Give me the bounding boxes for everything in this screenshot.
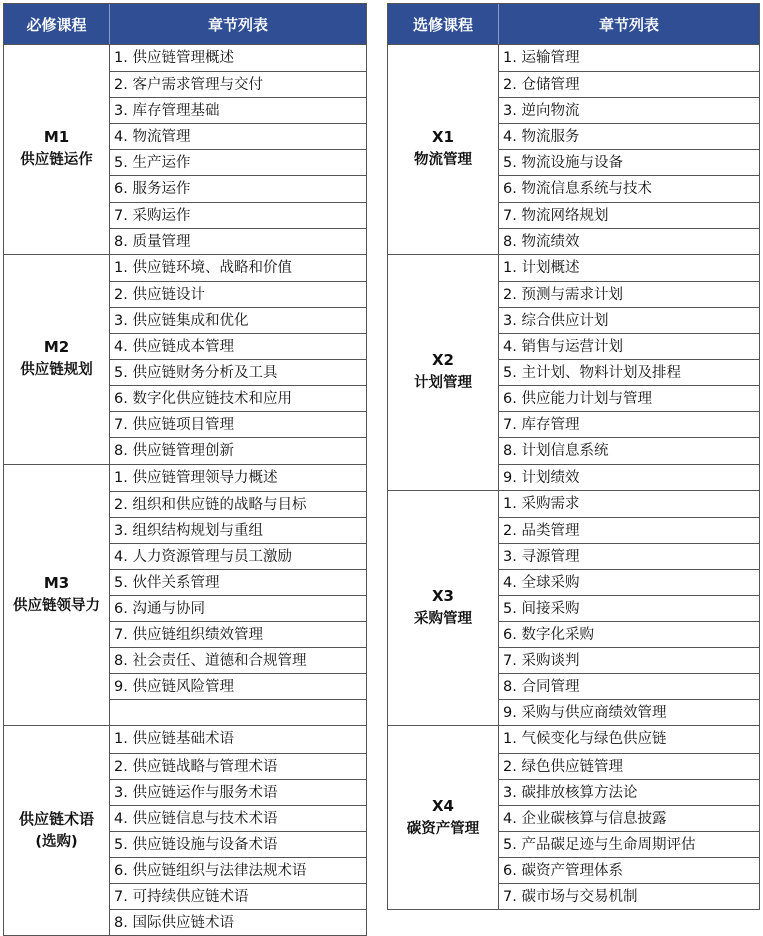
chapter-row: 6. 沟通与协同	[110, 595, 366, 621]
chapter-row: 6. 服务运作	[110, 175, 366, 201]
chapter-row: 6. 碳资产管理体系	[499, 857, 759, 883]
chapter-row: 5. 间接采购	[499, 595, 759, 621]
chapter-row: 5. 供应链财务分析及工具	[110, 359, 366, 385]
chapter-row: 6. 供应能力计划与管理	[499, 385, 759, 411]
course-code: X1	[431, 128, 454, 147]
course-title: (选购)	[35, 833, 78, 850]
course-group	[388, 725, 759, 909]
elective-courses-table	[387, 3, 760, 910]
table-header	[388, 4, 759, 44]
chapter-row: 2. 仓储管理	[499, 71, 759, 97]
chapter-row: 4. 全球采购	[499, 569, 759, 595]
chapter-row: 2. 绿色供应链管理	[499, 753, 759, 779]
course-title: 供应链运作	[20, 152, 93, 169]
chapter-row: 9. 供应链风险管理	[110, 673, 366, 699]
chapter-row: 7. 供应链项目管理	[110, 411, 366, 437]
chapter-row: 2. 客户需求管理与交付	[110, 71, 366, 97]
chapter-row: 2. 组织和供应链的战略与目标	[110, 491, 366, 517]
chapter-list	[499, 255, 759, 490]
course-groups	[4, 44, 366, 935]
course-title: 供应链领导力	[13, 597, 100, 614]
header-chapter-list: 章节列表	[207, 15, 268, 34]
chapter-row: 8. 合同管理	[499, 673, 759, 699]
course-name-cell	[4, 255, 110, 464]
chapter-list	[110, 255, 366, 464]
chapter-row: 7. 库存管理	[499, 411, 759, 437]
chapter-row: 2. 供应链设计	[110, 281, 366, 307]
header-chapter-list: 章节列表	[598, 15, 659, 34]
course-title: 采购管理	[414, 611, 472, 628]
chapter-row: 1. 供应链管理领导力概述	[114, 469, 278, 486]
chapter-row: 3. 供应链集成和优化	[110, 307, 366, 333]
chapter-row: 2. 预测与需求计划	[499, 281, 759, 307]
chapter-row: 4. 供应链成本管理	[110, 333, 366, 359]
chapter-row: 5. 主计划、物料计划及排程	[499, 359, 759, 385]
chapter-row: 8. 国际供应链术语	[110, 909, 366, 935]
chapter-list	[110, 465, 366, 726]
header-course-type: 必修课程	[4, 4, 110, 44]
course-code: 供应链术语	[18, 809, 94, 828]
chapter-row: 7. 物流网络规划	[499, 202, 759, 228]
chapter-row: 3. 组织结构规划与重组	[110, 517, 366, 543]
chapter-row: 3. 寻源管理	[499, 543, 759, 569]
chapter-row: 1. 供应链基础术语	[114, 731, 234, 748]
chapter-row: 2. 供应链战略与管理术语	[110, 753, 366, 779]
course-name-cell	[388, 255, 499, 490]
course-group	[388, 254, 759, 490]
chapter-row: 5. 供应链设施与设备术语	[110, 831, 366, 857]
course-group	[4, 254, 366, 464]
chapter-row: 5. 物流设施与设备	[499, 149, 759, 175]
chapter-row: 6. 物流信息系统与技术	[499, 175, 759, 201]
course-code: X2	[431, 351, 454, 370]
chapter-row: 4. 企业碳核算与信息披露	[499, 805, 759, 831]
course-code: M3	[43, 573, 70, 592]
chapter-row: 1. 运输管理	[503, 50, 580, 66]
chapter-row: 6. 供应链组织与法律法规术语	[110, 857, 366, 883]
course-title: 供应链规划	[20, 362, 93, 379]
chapter-row: 9. 采购与供应商绩效管理	[499, 699, 759, 725]
course-name-cell	[388, 45, 499, 254]
chapter-row: 3. 供应链运作与服务术语	[110, 779, 366, 805]
course-groups	[388, 44, 759, 909]
chapter-row: 1. 计划概述	[503, 259, 580, 276]
course-group	[388, 490, 759, 726]
chapter-row: 8. 供应链管理创新	[110, 437, 366, 463]
chapter-row	[110, 699, 366, 725]
chapter-row: 8. 质量管理	[110, 228, 366, 254]
course-code: X4	[431, 796, 454, 815]
chapter-row: 6. 数字化采购	[499, 621, 759, 647]
chapter-row: 3. 碳排放核算方法论	[499, 779, 759, 805]
chapter-list	[499, 45, 759, 254]
chapter-row: 3. 库存管理基础	[110, 97, 366, 123]
chapter-list	[499, 491, 759, 726]
chapter-row: 7. 碳市场与交易机制	[499, 883, 759, 909]
course-name-cell	[4, 45, 110, 254]
chapter-row: 7. 采购谈判	[499, 647, 759, 673]
course-title: 碳资产管理	[406, 820, 480, 837]
chapter-row: 4. 物流管理	[110, 123, 366, 149]
course-code: M1	[43, 128, 70, 147]
course-name-cell	[4, 465, 110, 726]
course-name-cell	[388, 726, 499, 909]
chapter-row: 3. 逆向物流	[499, 97, 759, 123]
chapter-list	[110, 726, 366, 935]
chapter-row: 8. 物流绩效	[499, 228, 759, 254]
chapter-row: 8. 社会责任、道德和合规管理	[110, 647, 366, 673]
chapter-row: 1. 采购需求	[503, 495, 580, 512]
required-courses-table	[3, 3, 367, 936]
course-title: 物流管理	[414, 152, 472, 169]
table-header	[4, 4, 366, 44]
chapter-row: 1. 气候变化与绿色供应链	[503, 731, 667, 748]
course-group	[388, 44, 759, 254]
chapter-row: 1. 供应链环境、战略和价值	[114, 259, 292, 276]
course-code: X3	[431, 587, 454, 606]
chapter-list	[110, 45, 366, 254]
header-course-type: 选修课程	[388, 4, 499, 44]
course-group	[4, 725, 366, 935]
chapter-row: 8. 计划信息系统	[499, 437, 759, 463]
chapter-list	[499, 726, 759, 909]
chapter-row: 5. 产品碳足迹与生命周期评估	[499, 831, 759, 857]
chapter-row: 5. 伙伴关系管理	[110, 569, 366, 595]
chapter-row: 9. 计划绩效	[499, 464, 759, 490]
chapter-row: 7. 采购运作	[110, 202, 366, 228]
chapter-row: 6. 数字化供应链技术和应用	[110, 385, 366, 411]
course-name-cell	[4, 726, 110, 935]
chapter-row: 2. 品类管理	[499, 517, 759, 543]
chapter-row: 4. 供应链信息与技术术语	[110, 805, 366, 831]
chapter-row: 7. 可持续供应链术语	[110, 883, 366, 909]
chapter-row: 1. 供应链管理概述	[114, 50, 234, 66]
chapter-row: 3. 综合供应计划	[499, 307, 759, 333]
course-title: 计划管理	[414, 375, 472, 392]
chapter-row: 4. 人力资源管理与员工激励	[110, 543, 366, 569]
chapter-row: 4. 销售与运营计划	[499, 333, 759, 359]
chapter-row: 4. 物流服务	[499, 123, 759, 149]
course-name-cell	[388, 491, 499, 726]
course-code: M2	[43, 338, 70, 357]
chapter-row: 5. 生产运作	[110, 149, 366, 175]
course-group	[4, 464, 366, 726]
chapter-row: 7. 供应链组织绩效管理	[110, 621, 366, 647]
course-group	[4, 44, 366, 254]
